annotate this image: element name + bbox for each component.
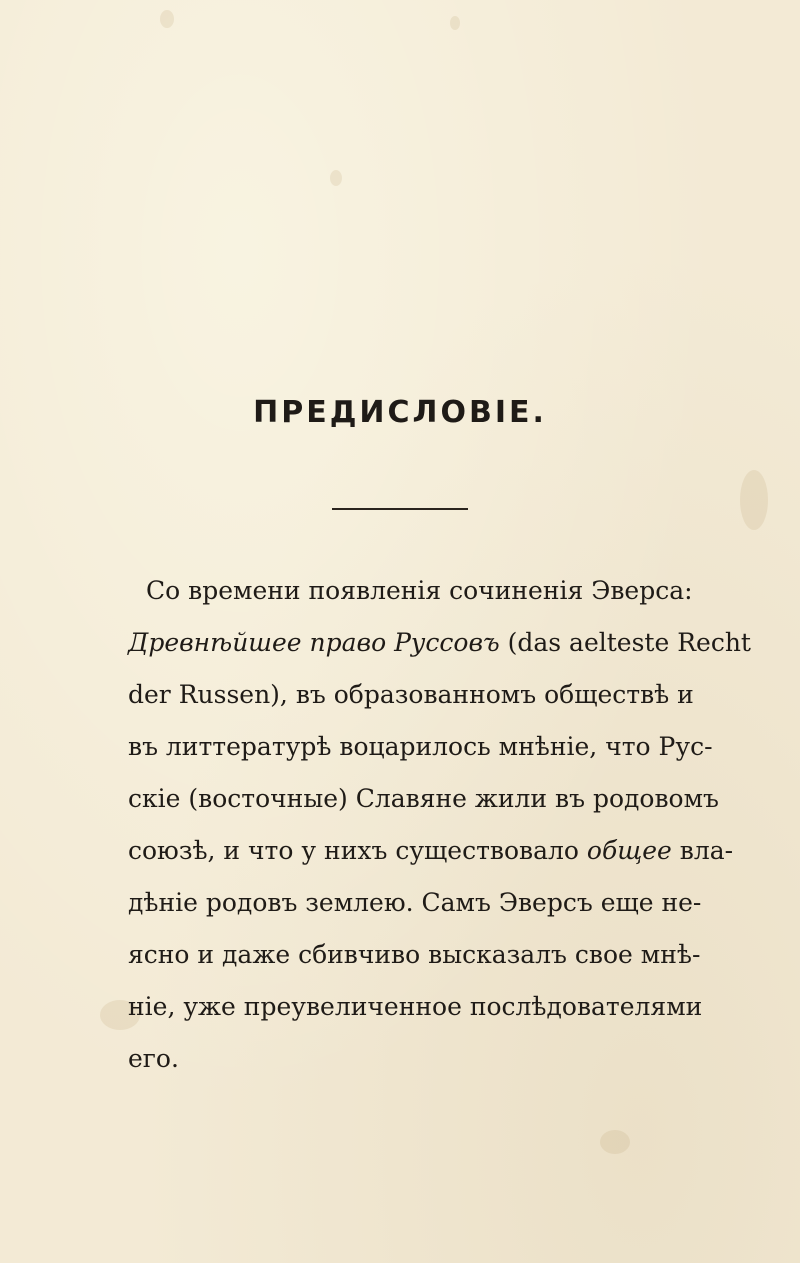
- text-segment: Со времени появленія сочиненія Эверса:: [146, 576, 693, 605]
- text-line: [128, 669, 694, 721]
- foxing-stain: [330, 170, 342, 186]
- text-line: [128, 929, 701, 981]
- italic-text: общее: [586, 836, 672, 865]
- text-line: [128, 825, 734, 877]
- foxing-stain: [740, 470, 768, 530]
- text-line: [128, 1033, 668, 1085]
- text-segment: (das aelteste Recht: [499, 628, 751, 657]
- italic-text: Древнѣйшее право Руссовъ: [128, 628, 500, 657]
- text-segment: дѣніе родовъ землею. Самъ Эверсъ еще не-: [128, 888, 702, 917]
- text-segment: вла-: [671, 836, 734, 865]
- text-line: [128, 721, 713, 773]
- text-segment: ніе, уже преувеличенное послѣдователями: [128, 992, 703, 1021]
- text-segment: скіе (восточные) Славяне жили въ родовомъ: [128, 784, 719, 813]
- text-segment: der Russen), въ образованномъ обществѣ и: [128, 680, 694, 709]
- text-line: [128, 981, 703, 1033]
- foxing-stain: [160, 10, 174, 28]
- text-line: [128, 617, 751, 669]
- text-line: [128, 773, 719, 825]
- page-title: ПРЕДИСЛОВІЕ.: [253, 395, 547, 430]
- text-segment: въ литтературѣ воцарилось мнѣніе, что Рус-: [128, 732, 713, 761]
- text-segment: союзѣ, и что у нихъ существовало: [128, 836, 587, 865]
- foxing-stain: [600, 1130, 630, 1154]
- text-segment: ясно и даже сбивчиво высказалъ свое мнѣ-: [128, 940, 701, 969]
- foxing-stain: [450, 16, 460, 30]
- text-line: [128, 565, 693, 617]
- title-divider: [332, 508, 468, 510]
- text-line: [128, 877, 702, 929]
- text-segment: его.: [128, 1044, 179, 1073]
- preface-paragraph: [128, 565, 751, 1085]
